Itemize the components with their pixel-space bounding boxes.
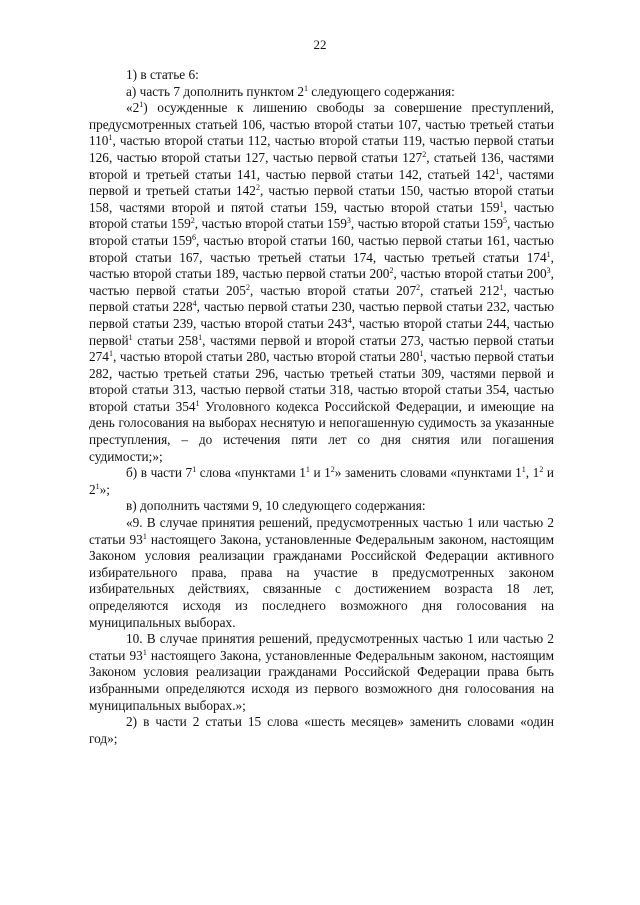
paragraph-8: 2) в части 2 статьи 15 слова «шесть месяцев» заменить словами «один год»; [89,714,554,746]
paragraph-5: в) дополнить частями 9, 10 следующего содержания: [126,498,426,514]
paragraph-4: б) в части $7^1$ слова «пунктами $1^1$ и $1^2$» заменить словами «пунктами $1^1$, $1^2$ и $2^1$»; [89,465,554,497]
paragraph-1: 1) в статье 6: [126,67,199,82]
page-number: 22 [313,37,327,52]
paragraph-3: «$2^1$) осужденные к лишению свободы за совершение преступлений, предусмотренных статьей 106, частью второй статьи 107, частью третьей статьи $110^1$, частью второй статьи 112, частью второй статьи 119, частью первой статьи 126, частью второй статьи 127, частью первой статьи $127^2$, статьей 136, частями второй и третьей статьи 141, частью первой статьи 142, статьей $142^1$, частями первой и третьей статьи $142^2$, частью первой статьи 150, частью второй статьи 158, частями второй и пятой статьи 159, частью второй статьи $159^1$, частью второй статьи $159^2$, частью второй статьи $159^3$, частью второй статьи $159^5$, частью второй статьи $159^6$, частью второй статьи 160, частью первой статьи 161, частью второй статьи 167, частью третьей статьи 174, частью третьей статьи $174^1$, частью второй статьи 189, частью первой статьи $200^2$, частью второй статьи $200^3$, частью первой статьи $205^2$, частью второй статьи $207^2$, статьей $212^1$, частью первой статьи $228^4$, частью первой статьи 230, частью первой статьи 232, частью первой статьи 239, частью второй статьи $243^4$, частью второй статьи 244, частью первой$^1$ статьи $258^1$, частями первой и второй статьи 273, частью первой статьи $274^1$, частью второй статьи 280, частью второй статьи $280^1$, частью первой статьи 282, частью третьей статьи 296, частью третьей статьи 309, частями первой и второй статьи 313, частью первой статьи 318, частью второй статьи 354, частью второй статьи $354^1$ Уголовного кодекса Российской Федерации, и имеющие на день голосования на выборах неснятую и непогашенную судимость за указанные преступления, – до истечения пяти лет со дня снятия или погашения судимости;»; [89,100,555,464]
paragraph-6: «9. В случае принятия решений, предусмотренных частью 1 или частью 2 статьи $93^1$ настоящего Закона, установленные Федеральным законом, настоящим Законом условия реализации гражданами Российской Федерации активного избирательного права, права на участие в предусмотренных законом избирательных действиях, связанные с достижением возраста 18 лет, определяются исходя из последнего возможного дня голосования на муниципальных выборах. [89,515,555,630]
paragraph-2: а) часть 7 дополнить пунктом $2^1$ следующего содержания: [126,83,455,99]
paragraph-7: 10. В случае принятия решений, предусмотренных частью 1 или частью 2 статьи $93^1$ настоящего Закона, установленные Федеральным законом, настоящим Законом условия реализации гражданами Российской Федерации права быть избранными определяются исходя из первого возможного дня голосования на муниципальных выборах.»; [89,631,555,713]
document-body [89,67,554,747]
